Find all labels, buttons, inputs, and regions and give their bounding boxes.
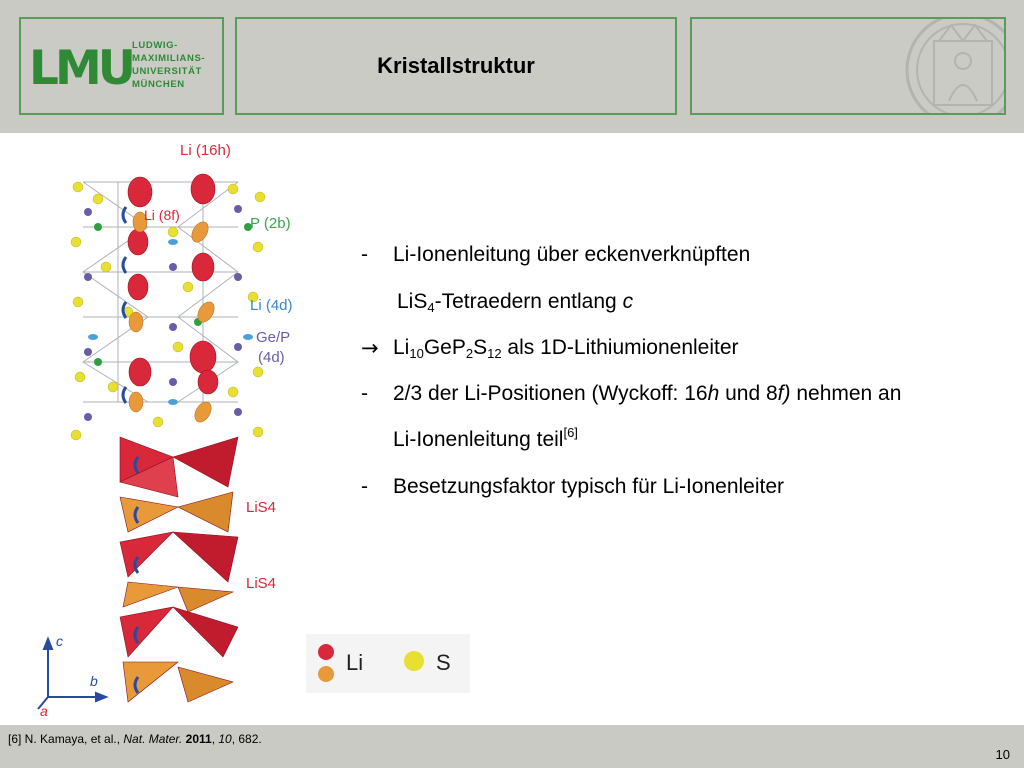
text-gep: GeP [423, 336, 466, 359]
crystal-structure-figure [28, 137, 307, 720]
ref-pages: , 682. [231, 732, 262, 746]
text-part: und 8 [719, 382, 778, 405]
arrow-icon: → [361, 336, 379, 360]
lmu-logo-mark: LMU [29, 41, 132, 96]
label-li4d: Li (4d) [250, 297, 293, 314]
legend-s: S [436, 650, 451, 675]
reference [8, 732, 262, 746]
logo-line: MAXIMILIANS- [132, 53, 206, 64]
seal-box [690, 17, 1006, 115]
ref-journal: Nat. Mater. [123, 732, 183, 746]
bullet-3-line-1 [393, 379, 901, 409]
text-part: 2/3 der Li-Positionen (Wyckoff: 16 [393, 382, 708, 405]
subscript: 2 [465, 346, 474, 361]
page-number: 10 [995, 747, 1010, 762]
subscript: 10 [409, 346, 424, 361]
ref-sep: , [211, 732, 219, 746]
subscript: 4 [427, 300, 435, 315]
label-p2b: P (2b) [250, 215, 291, 232]
ref-authors: [6] N. Kamaya, et al., [8, 732, 124, 746]
slide-title: Kristallstruktur [377, 53, 535, 78]
text-tetraeder: -Tetraedern entlang [434, 290, 623, 313]
label-li16h: Li (16h) [180, 142, 231, 159]
label-gep: Ge/P [256, 329, 291, 346]
bullet-dash: - [361, 243, 368, 266]
label-li8f: Li (8f) [144, 207, 180, 223]
atom-legend [306, 634, 470, 693]
label-lis4-b: LiS4 [246, 575, 277, 592]
bullet-3-line-2 [393, 425, 578, 455]
label-lis4-a: LiS4 [246, 499, 277, 516]
citation-superscript: [6] [563, 425, 578, 440]
slide-footer [0, 725, 1024, 768]
university-seal-icon [904, 17, 1006, 115]
subscript: 12 [487, 346, 502, 361]
bullet-4-line-1: Besetzungsfaktor typisch für Li-Ionenleiter [393, 475, 785, 498]
text-part: nehmen an [790, 382, 902, 405]
lmu-logo [19, 17, 224, 115]
text-rest: als 1D-Lithiumionenleiter [501, 336, 739, 359]
axis-label-b: b [90, 673, 98, 689]
axis-label-a: a [40, 703, 48, 719]
bullet-2-formula [393, 333, 739, 363]
bullet-1-line-2 [397, 287, 633, 317]
bullet-dash: - [361, 382, 368, 405]
text-s: S [473, 336, 488, 359]
axis-label-c: c [56, 633, 63, 649]
ref-volume: 10 [218, 732, 232, 746]
logo-line: UNIVERSITÄT [132, 66, 202, 77]
bullet-1-line-1: Li-Ionenleitung über eckenverknüpften [393, 243, 751, 266]
ref-year: 2011 [185, 732, 212, 746]
title-box [235, 17, 677, 115]
text-italic-h: h [707, 382, 720, 405]
text-italic-f: f) [777, 382, 791, 405]
logo-line: LUDWIG- [132, 40, 178, 51]
text-lis: LiS [397, 290, 428, 313]
logo-line: MÜNCHEN [132, 79, 185, 90]
text-axis-c: c [622, 290, 634, 313]
bullet-dash: - [361, 475, 368, 498]
slide-header [0, 0, 1024, 133]
lmu-logo-text [132, 39, 222, 91]
legend-li: Li [346, 650, 364, 675]
text-li: Li [393, 336, 410, 359]
text-part: Li-Ionenleitung teil [393, 428, 564, 451]
label-gep4d: (4d) [258, 349, 285, 366]
